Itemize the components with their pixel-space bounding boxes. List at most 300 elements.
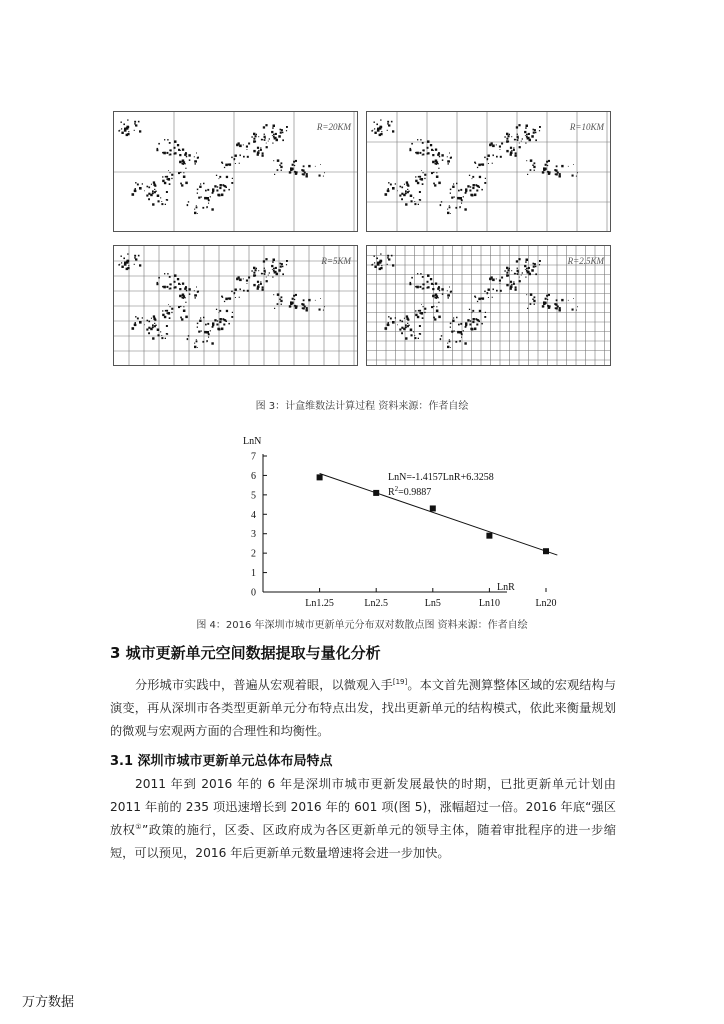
renewal-unit-dot <box>216 309 217 310</box>
renewal-unit-dot <box>231 157 233 159</box>
renewal-unit-dot <box>510 154 512 156</box>
renewal-unit-dot <box>374 122 375 123</box>
renewal-unit-dot <box>162 310 163 311</box>
renewal-unit-dot <box>255 135 257 137</box>
renewal-unit-dot <box>419 191 421 193</box>
renewal-unit-dot <box>142 183 143 184</box>
r-squared: $R^2=0.9887$ <box>388 485 432 498</box>
renewal-unit-dot <box>294 165 295 166</box>
renewal-unit-dot <box>181 318 183 320</box>
renewal-unit-dot <box>171 178 172 179</box>
renewal-unit-dot <box>164 316 166 318</box>
renewal-unit-dot <box>420 273 421 274</box>
renewal-unit-dot <box>208 199 210 201</box>
renewal-unit-dot <box>492 145 495 148</box>
renewal-unit-dot <box>265 138 266 139</box>
trend-line <box>320 473 558 555</box>
renewal-unit-dot <box>453 183 454 184</box>
renewal-unit-dot <box>198 331 200 333</box>
renewal-unit-dot <box>273 160 274 161</box>
renewal-unit-dot <box>178 149 180 151</box>
renewal-unit-dot <box>128 265 129 266</box>
renewal-unit-dot <box>506 284 508 286</box>
renewal-unit-dot <box>238 142 240 144</box>
renewal-unit-dot <box>294 305 296 307</box>
renewal-unit-dot <box>517 273 519 275</box>
renewal-unit-dot <box>253 150 255 152</box>
renewal-unit-dot <box>152 203 154 205</box>
renewal-unit-dot <box>202 341 204 343</box>
renewal-unit-dot <box>187 338 188 339</box>
renewal-unit-dot <box>522 272 523 273</box>
renewal-unit-dot <box>156 283 158 285</box>
data-point <box>430 505 436 511</box>
renewal-unit-dot <box>273 270 275 272</box>
renewal-unit-dot <box>183 310 186 313</box>
renewal-unit-dot <box>146 195 148 197</box>
renewal-unit-dot <box>170 283 172 285</box>
renewal-unit-dot <box>406 181 408 183</box>
renewal-unit-dot <box>201 196 202 197</box>
renewal-unit-dot <box>225 164 228 167</box>
renewal-unit-dot <box>450 327 451 328</box>
renewal-unit-dot <box>127 119 128 120</box>
renewal-unit-dot <box>166 286 168 288</box>
renewal-unit-dot <box>275 133 277 135</box>
renewal-unit-dot <box>262 289 264 291</box>
renewal-unit-dot <box>217 320 218 321</box>
renewal-unit-dot <box>496 156 498 158</box>
renewal-unit-dot <box>373 130 374 131</box>
renewal-unit-dot <box>170 172 171 173</box>
renewal-unit-dot <box>452 320 454 322</box>
renewal-unit-dot <box>185 302 186 303</box>
renewal-unit-dot <box>196 287 197 288</box>
renewal-unit-dot <box>440 338 441 339</box>
renewal-unit-dot <box>415 180 417 182</box>
renewal-unit-dot <box>482 163 484 165</box>
renewal-unit-dot <box>174 140 177 143</box>
renewal-unit-dot <box>535 266 537 268</box>
renewal-unit-dot <box>501 143 503 145</box>
renewal-unit-dot <box>525 261 527 263</box>
renewal-unit-dot <box>518 124 520 126</box>
renewal-unit-dot <box>419 176 421 178</box>
renewal-unit-dot <box>208 203 209 204</box>
renewal-unit-dot <box>273 294 274 295</box>
renewal-unit-dot <box>476 190 478 192</box>
renewal-unit-dot <box>121 128 122 129</box>
renewal-unit-dot <box>488 289 490 291</box>
renewal-unit-dot <box>422 276 424 278</box>
renewal-unit-dot <box>124 128 126 130</box>
renewal-unit-dot <box>555 170 557 172</box>
renewal-unit-dot <box>493 288 494 289</box>
renewal-unit-dot <box>417 316 419 318</box>
renewal-unit-dot <box>449 287 450 288</box>
renewal-unit-dot <box>201 330 202 331</box>
renewal-unit-dot <box>150 194 153 197</box>
renewal-unit-dot <box>216 175 217 176</box>
renewal-unit-dot <box>390 318 392 320</box>
renewal-unit-dot <box>526 294 527 295</box>
renewal-unit-dot <box>294 171 296 173</box>
renewal-unit-dot <box>171 312 172 313</box>
renewal-unit-dot <box>166 191 168 193</box>
renewal-unit-dot <box>530 293 533 296</box>
renewal-unit-dot <box>390 184 392 186</box>
renewal-unit-dot <box>183 161 186 164</box>
renewal-unit-dot <box>258 284 259 285</box>
renewal-unit-dot <box>137 318 139 320</box>
renewal-unit-dot <box>281 162 283 164</box>
renewal-unit-dot <box>467 319 469 321</box>
renewal-unit-dot <box>279 165 281 167</box>
y-tick-label: 1 <box>251 568 256 580</box>
renewal-unit-dot <box>161 201 162 202</box>
renewal-unit-dot <box>464 208 466 210</box>
renewal-unit-dot <box>379 126 382 129</box>
renewal-unit-dot <box>539 264 540 265</box>
renewal-unit-dot <box>527 308 528 309</box>
renewal-unit-dot <box>568 166 569 167</box>
renewal-unit-dot <box>577 172 578 173</box>
section-3-paragraph <box>110 674 616 743</box>
renewal-unit-dot <box>183 172 184 173</box>
renewal-unit-dot <box>430 144 432 146</box>
renewal-unit-dot <box>160 331 161 332</box>
renewal-unit-dot <box>534 296 536 298</box>
renewal-unit-dot <box>206 340 208 342</box>
renewal-unit-dot <box>197 157 199 159</box>
renewal-unit-dot <box>268 141 269 142</box>
renewal-unit-dot <box>407 319 409 321</box>
renewal-unit-dot <box>253 284 255 286</box>
renewal-unit-dot <box>157 329 160 332</box>
citation-ref: [19] <box>392 677 408 686</box>
renewal-unit-dot <box>135 125 136 126</box>
renewal-unit-dot <box>450 157 452 159</box>
renewal-unit-dot <box>282 266 284 268</box>
renewal-unit-dot <box>375 132 377 134</box>
data-point <box>317 474 323 480</box>
renewal-unit-dot <box>315 300 316 301</box>
renewal-unit-dot <box>525 277 526 278</box>
renewal-unit-dot <box>123 124 125 126</box>
renewal-unit-dot <box>134 264 135 265</box>
renewal-unit-dot <box>449 205 450 206</box>
renewal-unit-dot <box>180 183 182 185</box>
renewal-unit-dot <box>419 286 421 288</box>
renewal-unit-dot <box>424 178 425 179</box>
renewal-unit-dot <box>248 143 250 145</box>
renewal-unit-dot <box>401 321 403 323</box>
renewal-unit-dot <box>447 343 448 344</box>
renewal-unit-dot <box>154 325 156 327</box>
renewal-unit-dot <box>388 182 389 183</box>
box-count-panel-5km <box>113 245 358 366</box>
renewal-unit-dot <box>308 165 310 167</box>
renewal-unit-dot <box>319 309 321 311</box>
renewal-unit-dot <box>165 204 166 205</box>
renewal-unit-dot <box>421 304 422 305</box>
y-tick-label: 5 <box>251 490 256 502</box>
renewal-unit-dot <box>519 277 520 278</box>
renewal-unit-dot <box>387 255 389 257</box>
renewal-unit-dot <box>422 183 424 185</box>
renewal-unit-dot <box>142 317 143 318</box>
renewal-unit-dot <box>436 172 437 173</box>
renewal-unit-dot <box>479 176 481 178</box>
renewal-unit-dot <box>380 133 382 135</box>
renewal-unit-dot <box>526 259 529 262</box>
renewal-unit-dot <box>459 206 461 208</box>
renewal-unit-dot <box>266 146 268 148</box>
renewal-unit-dot <box>139 130 141 132</box>
renewal-unit-dot <box>515 155 517 157</box>
renewal-unit-dot <box>409 149 411 151</box>
renewal-unit-dot <box>278 135 281 138</box>
renewal-unit-dot <box>547 299 548 300</box>
renewal-unit-dot <box>418 310 420 312</box>
renewal-unit-dot <box>436 310 439 313</box>
figure4-caption: 图 4：2016 年深圳市城市更新单元分布双对数散点图 资料来源：作者自绘 <box>196 620 528 631</box>
renewal-unit-dot <box>187 204 188 205</box>
renewal-unit-dot <box>380 267 382 269</box>
renewal-unit-dot <box>229 163 231 165</box>
renewal-unit-dot <box>510 147 512 149</box>
renewal-unit-dot <box>186 156 187 157</box>
renewal-unit-dot <box>306 309 308 311</box>
renewal-unit-dot <box>518 138 519 139</box>
x-tick-label: Ln2.5 <box>364 598 389 609</box>
renewal-unit-dot <box>470 328 471 329</box>
renewal-unit-dot <box>293 295 295 297</box>
renewal-unit-dot <box>478 164 481 167</box>
renewal-unit-dot <box>179 161 182 164</box>
renewal-unit-dot <box>506 138 508 140</box>
renewal-unit-dot <box>264 273 266 275</box>
renewal-unit-dot <box>530 169 532 171</box>
renewal-unit-dot <box>405 337 407 339</box>
renewal-unit-dot <box>262 273 263 274</box>
renewal-unit-dot <box>436 161 439 164</box>
renewal-unit-dot <box>411 277 413 279</box>
renewal-unit-dot <box>450 193 451 194</box>
renewal-unit-dot <box>263 126 265 128</box>
renewal-unit-dot <box>185 168 186 169</box>
renewal-unit-dot <box>272 269 273 270</box>
renewal-unit-dot <box>535 139 537 141</box>
renewal-unit-dot <box>397 324 398 325</box>
renewal-unit-dot <box>387 123 389 125</box>
renewal-unit-dot <box>400 320 402 322</box>
renewal-unit-dot <box>414 335 415 336</box>
renewal-unit-dot <box>170 306 171 307</box>
renewal-unit-dot <box>212 326 214 328</box>
renewal-unit-dot <box>168 170 169 171</box>
renewal-unit-dot <box>264 134 265 135</box>
renewal-unit-dot <box>459 197 462 200</box>
renewal-unit-dot <box>399 329 401 331</box>
renewal-unit-dot <box>559 173 561 175</box>
renewal-unit-dot <box>500 283 501 284</box>
renewal-unit-dot <box>196 153 197 154</box>
renewal-unit-dot <box>166 325 168 327</box>
renewal-unit-dot <box>154 191 156 193</box>
renewal-unit-dot <box>434 184 436 186</box>
renewal-unit-dot <box>212 324 214 326</box>
renewal-unit-dot <box>273 259 276 262</box>
renewal-unit-dot <box>416 286 419 289</box>
renewal-unit-dot <box>152 337 154 339</box>
renewal-unit-dot <box>280 132 282 134</box>
renewal-unit-dot <box>210 330 211 331</box>
renewal-unit-dot <box>121 122 122 123</box>
renewal-unit-dot <box>169 142 171 144</box>
renewal-unit-dot <box>208 337 209 338</box>
renewal-unit-dot <box>281 296 283 298</box>
renewal-unit-dot <box>441 335 442 336</box>
renewal-unit-dot <box>577 306 578 307</box>
renewal-unit-dot <box>292 164 294 166</box>
renewal-unit-dot <box>469 309 470 310</box>
renewal-unit-dot <box>262 286 264 288</box>
renewal-unit-dot <box>539 260 541 262</box>
renewal-unit-dot <box>243 156 245 158</box>
regression-equation: LnN=-1.4157LnR+6.3258 <box>388 472 494 483</box>
renewal-unit-dot <box>461 199 463 201</box>
renewal-unit-dot <box>154 185 156 187</box>
renewal-unit-dot <box>557 306 558 307</box>
renewal-unit-dot <box>123 258 125 260</box>
renewal-unit-dot <box>186 290 187 291</box>
renewal-unit-dot <box>461 333 463 335</box>
renewal-unit-dot <box>436 176 439 179</box>
renewal-unit-dot <box>427 286 429 288</box>
renewal-unit-dot <box>401 187 403 189</box>
renewal-unit-dot <box>435 149 437 151</box>
renewal-unit-dot <box>449 207 451 209</box>
renewal-unit-dot <box>160 197 161 198</box>
renewal-unit-dot <box>178 306 180 308</box>
renewal-unit-dot <box>280 300 282 302</box>
renewal-unit-dot <box>542 305 544 307</box>
renewal-unit-dot <box>194 343 195 344</box>
renewal-unit-dot <box>306 175 308 177</box>
renewal-unit-dot <box>375 266 377 268</box>
panel-label: R=5KM <box>321 256 351 266</box>
renewal-unit-dot <box>513 149 515 151</box>
renewal-unit-dot <box>211 208 213 210</box>
renewal-unit-dot <box>417 139 418 140</box>
renewal-unit-dot <box>457 197 460 200</box>
renewal-unit-dot <box>280 266 282 268</box>
renewal-unit-dot <box>548 160 550 162</box>
renewal-unit-dot <box>180 284 181 285</box>
renewal-unit-dot <box>278 269 281 272</box>
renewal-unit-dot <box>204 197 207 200</box>
renewal-unit-dot <box>257 288 259 290</box>
renewal-unit-dot <box>177 278 179 280</box>
renewal-unit-dot <box>403 194 406 197</box>
renewal-unit-dot <box>195 163 196 164</box>
renewal-unit-dot <box>224 167 225 168</box>
renewal-unit-dot <box>162 286 164 288</box>
renewal-unit-dot <box>127 267 129 269</box>
renewal-unit-dot <box>442 159 444 161</box>
renewal-unit-dot <box>387 190 389 192</box>
renewal-unit-dot <box>229 297 231 299</box>
renewal-unit-dot <box>184 288 186 290</box>
renewal-unit-dot <box>235 297 236 298</box>
renewal-unit-dot <box>219 178 220 179</box>
renewal-unit-dot <box>282 132 284 134</box>
renewal-unit-dot <box>289 305 291 307</box>
renewal-unit-dot <box>272 261 274 263</box>
renewal-unit-dot <box>556 165 558 167</box>
renewal-unit-dot <box>458 190 460 192</box>
renewal-unit-dot <box>513 283 515 285</box>
para-text: 2011 年到 2016 年的 6 年是深圳市城市更新发展最快的时期，已批更新单元计划由 2011 年前的 235 项迅速增长到 2016 年的 601 项(图 5)，涨幅超过一倍。2016 年底“强区放权 <box>110 777 616 837</box>
renewal-unit-dot <box>511 150 512 151</box>
renewal-unit-dot <box>231 316 233 318</box>
renewal-unit-dot <box>427 274 430 277</box>
renewal-unit-dot <box>391 121 393 123</box>
renewal-unit-dot <box>151 318 152 319</box>
renewal-unit-dot <box>518 258 520 260</box>
renewal-unit-dot <box>248 277 250 279</box>
renewal-unit-dot <box>385 327 388 330</box>
renewal-unit-dot <box>139 321 142 324</box>
renewal-unit-dot <box>427 140 430 143</box>
renewal-unit-dot <box>415 176 416 177</box>
renewal-unit-dot <box>472 178 473 179</box>
renewal-unit-dot <box>139 187 142 190</box>
renewal-unit-dot <box>406 315 408 317</box>
renewal-unit-dot <box>380 119 381 120</box>
renewal-unit-dot <box>302 307 304 309</box>
renewal-unit-dot <box>557 172 558 173</box>
renewal-unit-dot <box>547 305 549 307</box>
renewal-unit-dot <box>418 338 419 339</box>
renewal-unit-dot <box>455 207 457 209</box>
renewal-unit-dot <box>156 149 158 151</box>
renewal-unit-dot <box>196 205 197 206</box>
renewal-unit-dot <box>391 255 393 257</box>
renewal-unit-dot <box>162 176 163 177</box>
renewal-unit-dot <box>128 131 129 132</box>
renewal-unit-dot <box>183 298 184 299</box>
renewal-unit-dot <box>459 331 462 334</box>
renewal-unit-dot <box>539 130 540 131</box>
renewal-unit-dot <box>281 263 283 265</box>
renewal-unit-dot <box>174 152 176 154</box>
renewal-unit-dot <box>222 297 223 298</box>
renewal-unit-dot <box>413 331 414 332</box>
renewal-unit-dot <box>437 288 439 290</box>
renewal-unit-dot <box>422 142 424 144</box>
renewal-unit-dot <box>163 286 166 289</box>
renewal-unit-dot <box>496 290 498 292</box>
renewal-unit-dot <box>306 173 308 175</box>
renewal-unit-dot <box>134 123 136 125</box>
renewal-unit-dot <box>482 297 484 299</box>
renewal-unit-dot <box>431 306 433 308</box>
renewal-unit-dot <box>374 128 375 129</box>
renewal-unit-dot <box>234 293 235 294</box>
renewal-unit-dot <box>439 290 440 291</box>
